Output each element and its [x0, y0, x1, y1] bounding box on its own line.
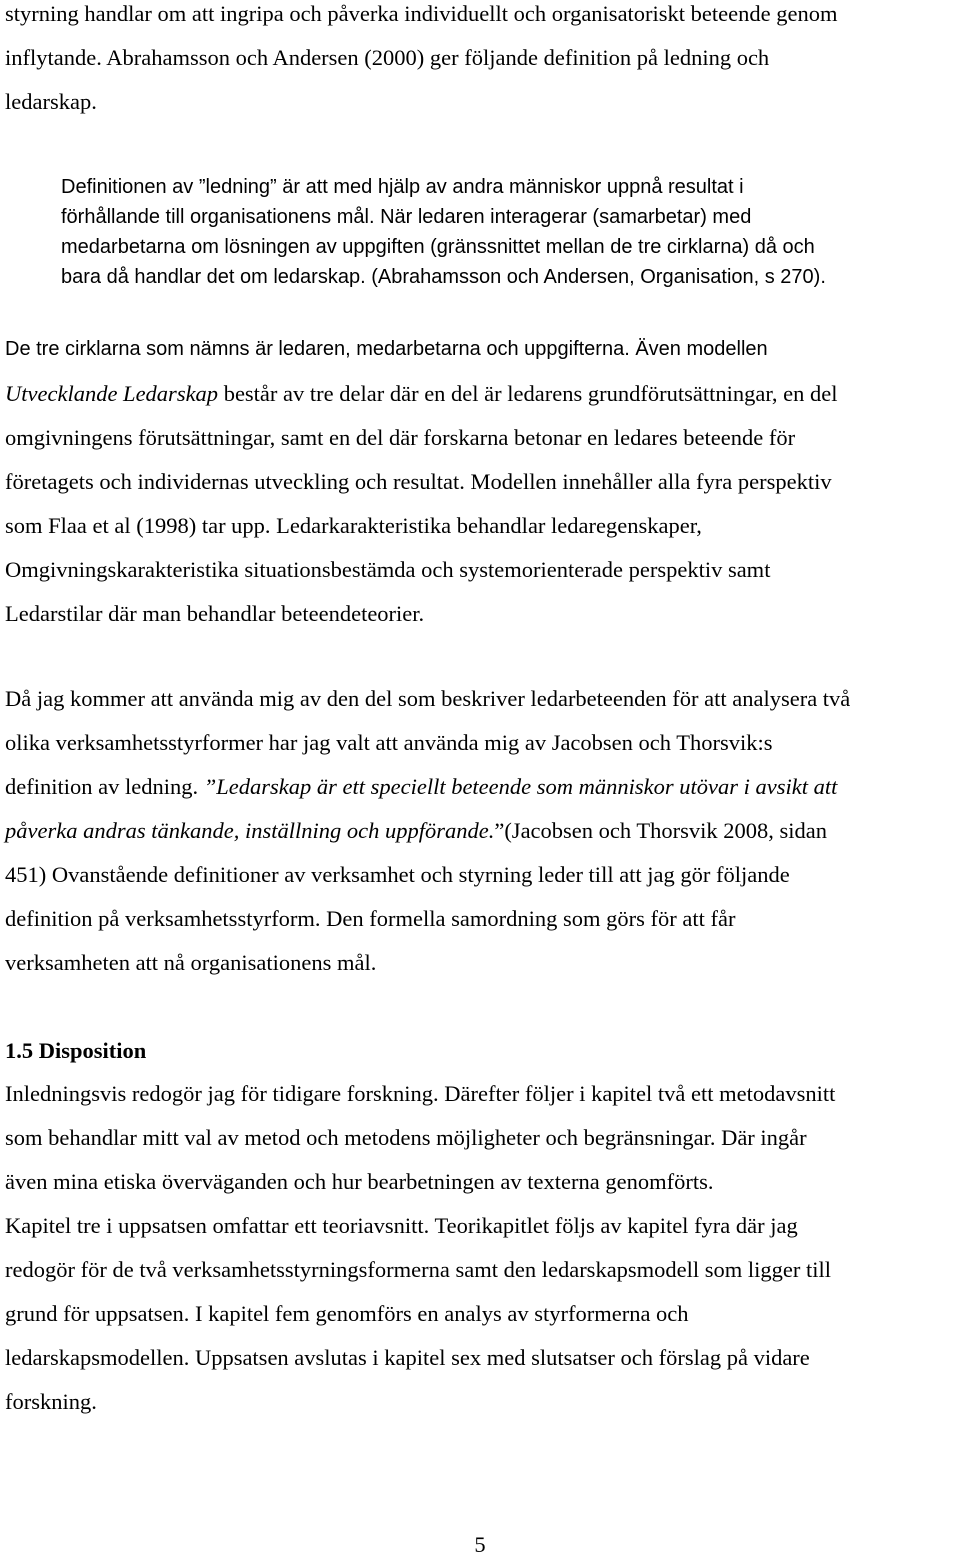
- top-paragraph: [5, 0, 955, 124]
- section-heading: [5, 1036, 955, 1066]
- page-number: 5: [474, 1532, 486, 1557]
- text-line: styrning handlar om att ingripa och påverka individuellt och organisatoriskt beteende genom: [5, 1, 838, 26]
- text-line: Utvecklande Ledarskap består av tre delar där en del är ledarens grundförutsättningar, en del: [5, 381, 838, 406]
- quote-line: Definitionen av ”ledning” är att med hjälp av andra människor uppnå resultat i: [61, 176, 744, 198]
- text-line: definition av ledning. ”Ledarskap är ett speciellt beteende som människor utövar i avsikt att: [5, 774, 838, 799]
- text-line: definition på verksamhetsstyrform. Den formella samordning som görs för att får: [5, 906, 736, 931]
- block-quote: [61, 172, 951, 292]
- text-line: De tre cirklarna som nämns är ledaren, medarbetarna och uppgifterna. Även modellen: [5, 338, 768, 360]
- text-line: Kapitel tre i uppsatsen omfattar ett teoriavsnitt. Teorikapitlet följs av kapitel fyra där jag: [5, 1213, 798, 1238]
- text-line: olika verksamhetsstyrformer har jag valt att använda mig av Jacobsen och Thorsvik:s: [5, 730, 773, 755]
- text-line: redogör för de två verksamhetsstyrningsformerna samt den ledarskapsmodell som ligger till: [5, 1257, 832, 1282]
- text-line: Inledningsvis redogör jag för tidigare forskning. Därefter följer i kapitel två ett metodavsnitt: [5, 1081, 836, 1106]
- quote-line: förhållande till organisationens mål. När ledaren interagerar (samarbetar) med: [61, 206, 752, 228]
- text-line: forskning.: [5, 1389, 97, 1414]
- text-line: företagets och individernas utveckling och resultat. Modellen innehåller alla fyra perspektiv: [5, 469, 832, 494]
- text-line: ledarskapsmodellen. Uppsatsen avslutas i kapitel sex med slutsatser och förslag på vidare: [5, 1345, 810, 1370]
- text-line: inflytande. Abrahamsson och Andersen (2000) ger följande definition på ledning och: [5, 45, 770, 70]
- text-line: Omgivningskarakteristika situationsbestämda och systemorienterade perspektiv samt: [5, 557, 771, 582]
- text-line: som behandlar mitt val av metod och metodens möjligheter och begränsningar. Där ingår: [5, 1125, 807, 1150]
- quote-followup: [5, 334, 768, 364]
- text-line: verksamheten att nå organisationens mål.: [5, 950, 377, 975]
- text-line: grund för uppsatsen. I kapitel fem genomförs en analys av styrformerna och: [5, 1301, 689, 1326]
- paragraph-2: [5, 372, 955, 636]
- model-name: Utvecklande Ledarskap: [5, 381, 219, 406]
- text-line: även mina etiska överväganden och hur bearbetningen av texterna genomförts.: [5, 1169, 714, 1194]
- definition-quote: ”Ledarskap är ett speciellt beteende som människor utövar i avsikt att: [203, 774, 838, 799]
- text-line: som Flaa et al (1998) tar upp. Ledarkarakteristika behandlar ledaregenskaper,: [5, 513, 702, 538]
- paragraph-3: [5, 677, 955, 985]
- quote-line: medarbetarna om lösningen av uppgiften (gränssnittet mellan de tre cirklarna) då och: [61, 236, 815, 258]
- text-line: påverka andras tänkande, inställning och uppförande.”(Jacobsen och Thorsvik 2008, sidan: [5, 818, 827, 843]
- text-line: 451) Ovanstående definitioner av verksamhet och styrning leder till att jag gör följande: [5, 862, 790, 887]
- definition-quote: påverka andras tänkande, inställning och uppförande.: [5, 818, 495, 843]
- text-line: Ledarstilar där man behandlar beteendeteorier.: [5, 601, 425, 626]
- text-line: Då jag kommer att använda mig av den del som beskriver ledarbeteenden för att analysera två: [5, 686, 851, 711]
- quote-line: bara då handlar det om ledarskap. (Abrahamsson och Andersen, Organisation, s 270).: [61, 266, 826, 288]
- section-body: [5, 1072, 955, 1424]
- page-title: 1.5 Disposition: [5, 1038, 147, 1063]
- text-line: omgivningens förutsättningar, samt en del där forskarna betonar en ledares beteende för: [5, 425, 796, 450]
- text-line: ledarskap.: [5, 89, 97, 114]
